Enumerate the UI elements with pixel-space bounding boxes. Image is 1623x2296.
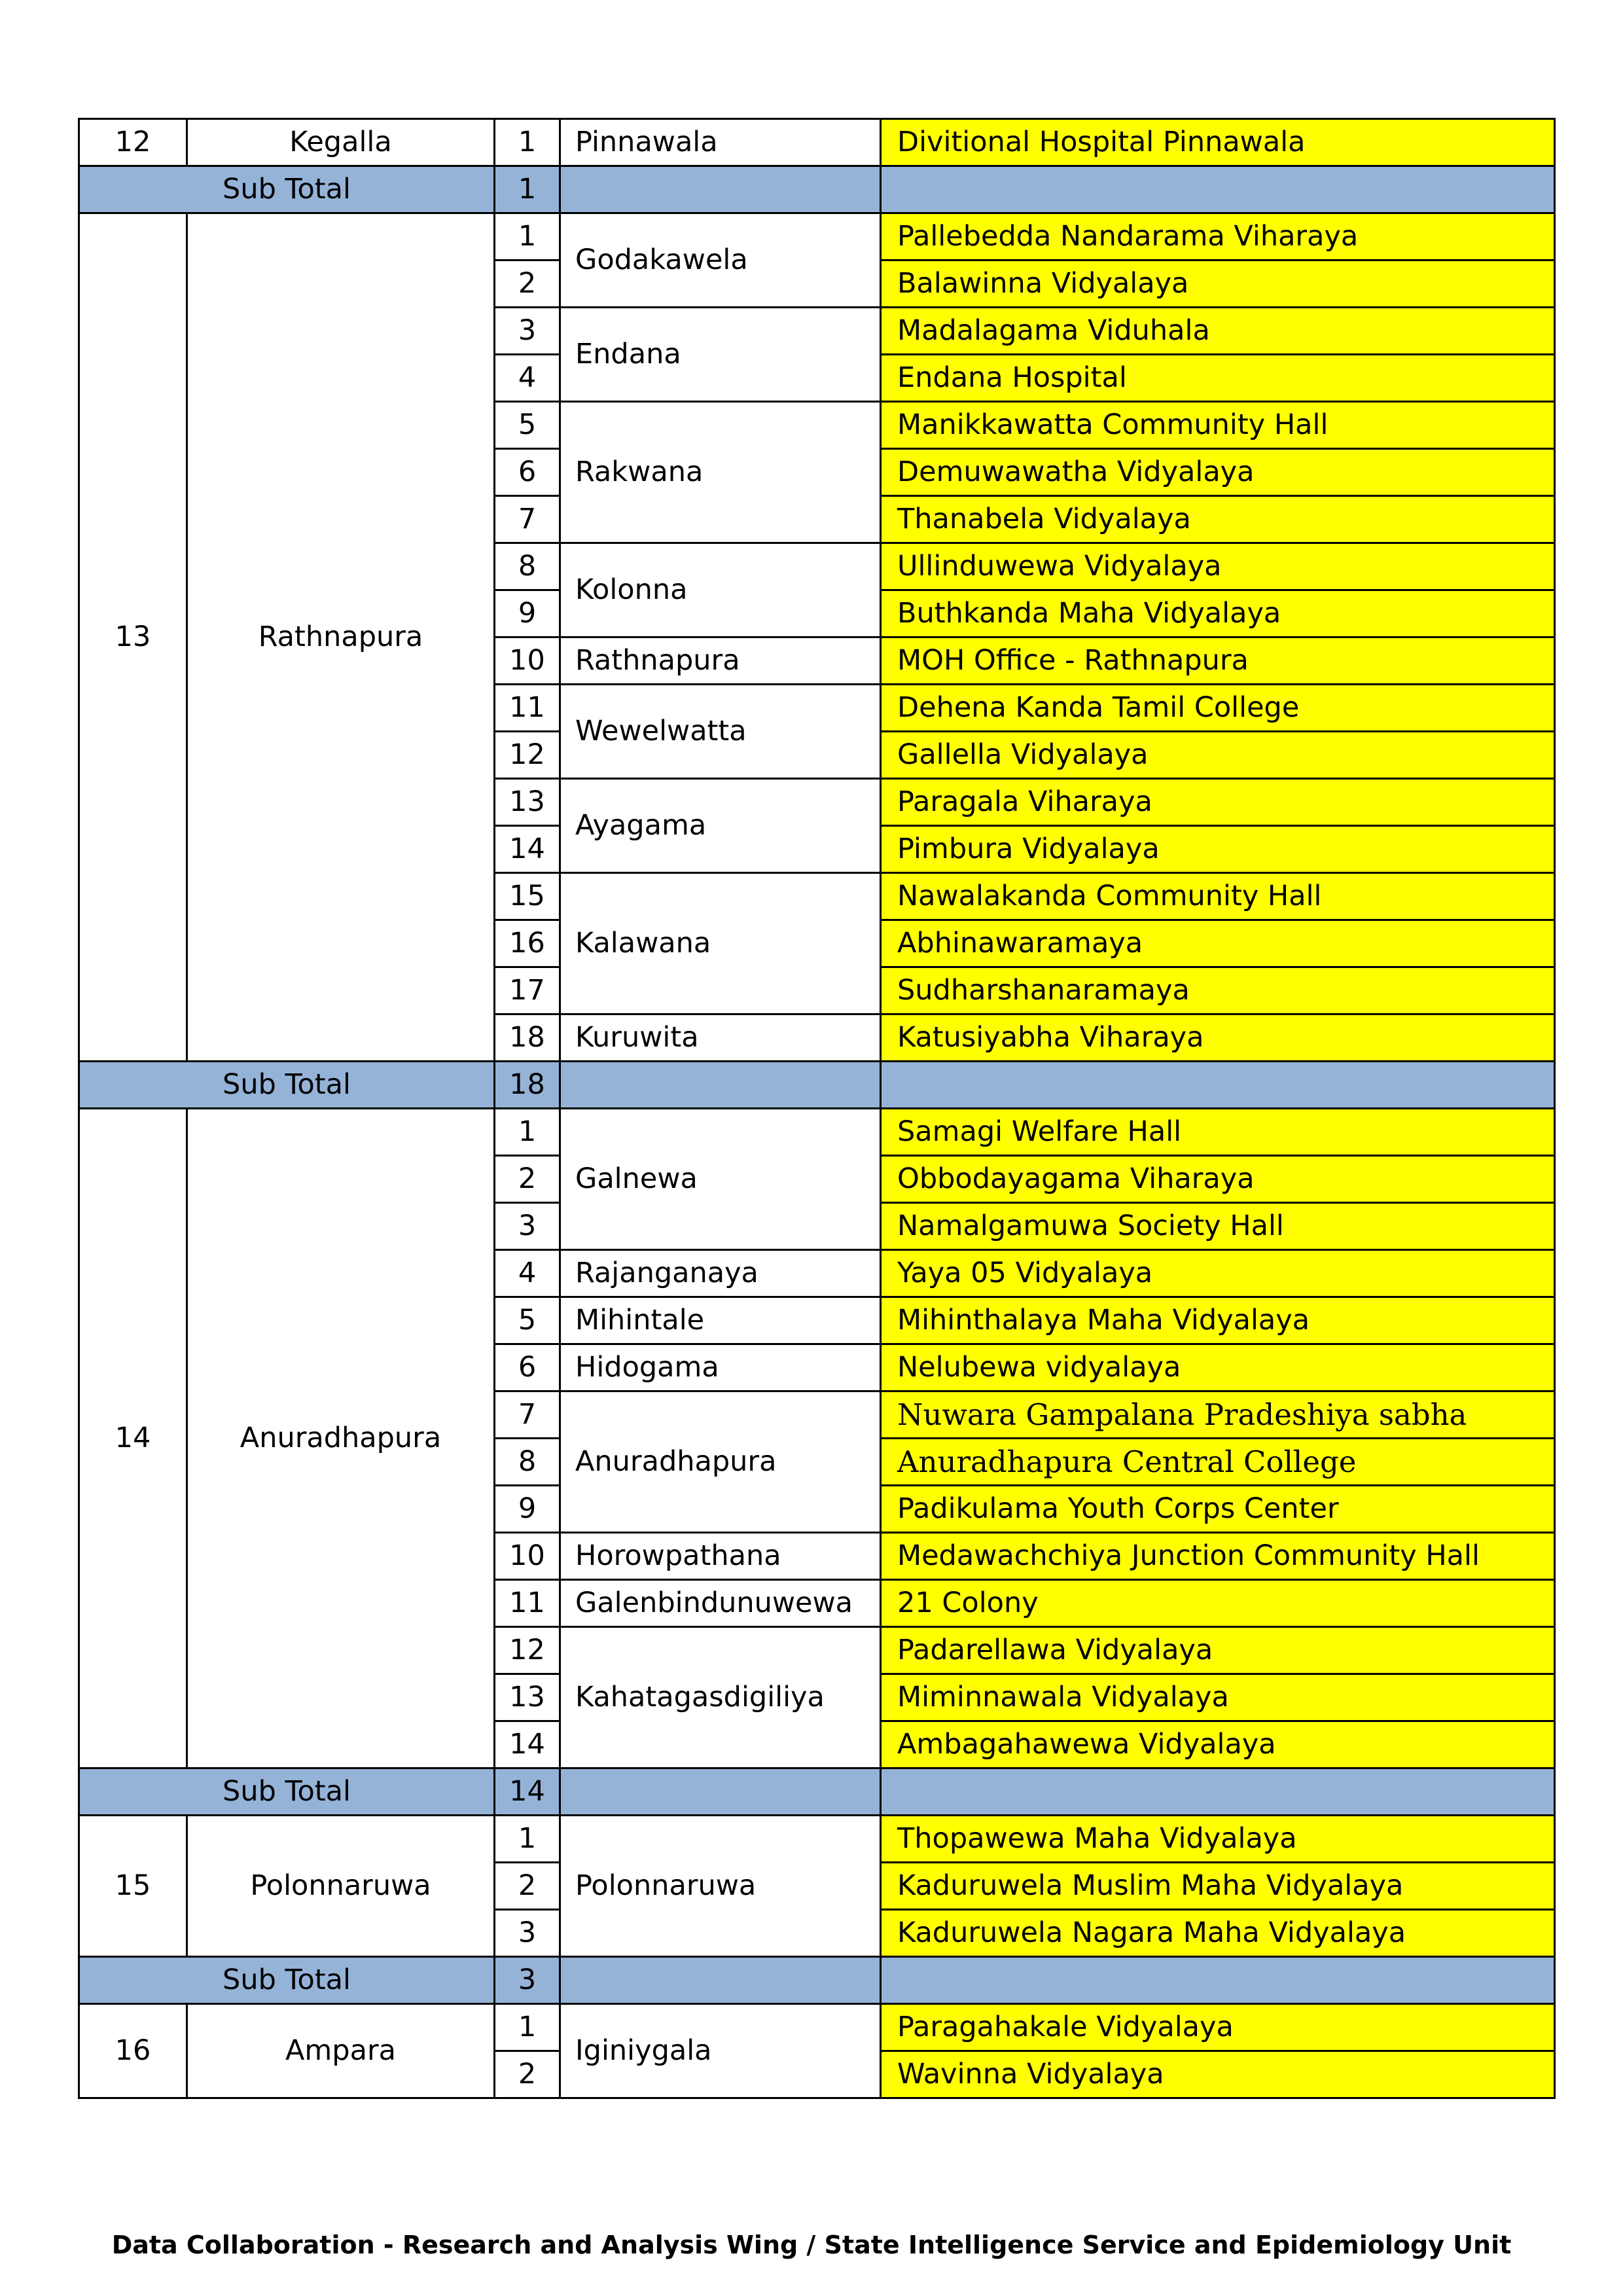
site-number: 3: [495, 308, 560, 355]
moh-area: Hidogama: [560, 1344, 881, 1391]
moh-area: Kalawana: [560, 873, 881, 1014]
vaccination-site: Mihinthalaya Maha Vidyalaya: [881, 1297, 1555, 1344]
subtotal-row: [79, 166, 1555, 213]
vaccination-site: Kaduruwela Muslim Maha Vidyalaya: [881, 1863, 1555, 1910]
site-number: 8: [495, 543, 560, 590]
subtotal-row: [79, 1768, 1555, 1816]
site-number: 9: [495, 1486, 560, 1533]
site-number: 7: [495, 496, 560, 543]
site-number: 13: [495, 1674, 560, 1721]
site-number: 18: [495, 1014, 560, 1062]
site-number: 10: [495, 637, 560, 685]
district-name: Polonnaruwa: [187, 1816, 495, 1957]
site-number: 15: [495, 873, 560, 920]
vaccination-site: Obbodayagama Viharaya: [881, 1156, 1555, 1203]
subtotal-empty-cell: [560, 166, 881, 213]
site-number: 12: [495, 1627, 560, 1674]
vaccination-site: Dehena Kanda Tamil College: [881, 685, 1555, 732]
subtotal-label: Sub Total: [79, 1062, 495, 1109]
subtotal-value: 14: [495, 1768, 560, 1816]
vaccination-site: Ullinduwewa Vidyalaya: [881, 543, 1555, 590]
site-number: 2: [495, 2051, 560, 2098]
vaccination-site: Buthkanda Maha Vidyalaya: [881, 590, 1555, 637]
vaccination-site: Balawinna Vidyalaya: [881, 260, 1555, 308]
subtotal-label: Sub Total: [79, 166, 495, 213]
site-number: 2: [495, 260, 560, 308]
table-row: [79, 119, 1555, 166]
vaccination-site: Nawalakanda Community Hall: [881, 873, 1555, 920]
moh-area: Rajanganaya: [560, 1250, 881, 1297]
site-number: 5: [495, 1297, 560, 1344]
moh-area: Ayagama: [560, 779, 881, 873]
vaccination-centres-table: [78, 118, 1556, 2099]
vaccination-site: Anuradhapura Central College: [881, 1439, 1555, 1486]
vaccination-site: Gallella Vidyalaya: [881, 732, 1555, 779]
site-number: 16: [495, 920, 560, 967]
table-row: [79, 1109, 1555, 1156]
table-row: [79, 1816, 1555, 1863]
vaccination-site: Thopawewa Maha Vidyalaya: [881, 1816, 1555, 1863]
vaccination-site: Padikulama Youth Corps Center: [881, 1486, 1555, 1533]
moh-area: Rakwana: [560, 402, 881, 543]
site-number: 4: [495, 1250, 560, 1297]
site-number: 1: [495, 2004, 560, 2051]
moh-area: Rathnapura: [560, 637, 881, 685]
site-number: 1: [495, 1816, 560, 1863]
subtotal-empty-cell: [881, 166, 1555, 213]
vaccination-site: Nelubewa vidyalaya: [881, 1344, 1555, 1391]
vaccination-site: MOH Office - Rathnapura: [881, 637, 1555, 685]
vaccination-site: 21 Colony: [881, 1580, 1555, 1627]
vaccination-site: Padarellawa Vidyalaya: [881, 1627, 1555, 1674]
moh-area: Kuruwita: [560, 1014, 881, 1062]
moh-area: Pinnawala: [560, 119, 881, 166]
vaccination-site: Sudharshanaramaya: [881, 967, 1555, 1014]
site-number: 10: [495, 1533, 560, 1580]
vaccination-site: Abhinawaramaya: [881, 920, 1555, 967]
site-number: 13: [495, 779, 560, 826]
subtotal-row: [79, 1062, 1555, 1109]
district-name: Anuradhapura: [187, 1109, 495, 1768]
vaccination-site: Nuwara Gampalana Pradeshiya sabha: [881, 1391, 1555, 1439]
subtotal-value: 1: [495, 166, 560, 213]
vaccination-site: Namalgamuwa Society Hall: [881, 1203, 1555, 1250]
moh-area: Polonnaruwa: [560, 1816, 881, 1957]
site-number: 1: [495, 213, 560, 260]
vaccination-site: Paragahakale Vidyalaya: [881, 2004, 1555, 2051]
vaccination-site: Thanabela Vidyalaya: [881, 496, 1555, 543]
moh-area: Endana: [560, 308, 881, 402]
site-number: 12: [495, 732, 560, 779]
moh-area: Kolonna: [560, 543, 881, 637]
vaccination-site: Pimbura Vidyalaya: [881, 826, 1555, 873]
moh-area: Galnewa: [560, 1109, 881, 1250]
subtotal-row: [79, 1957, 1555, 2004]
vaccination-site: Demuwawatha Vidyalaya: [881, 449, 1555, 496]
district-number: 14: [79, 1109, 187, 1768]
vaccination-site: Kaduruwela Nagara Maha Vidyalaya: [881, 1910, 1555, 1957]
moh-area: Kahatagasdigiliya: [560, 1627, 881, 1768]
vaccination-site: Manikkawatta Community Hall: [881, 402, 1555, 449]
site-number: 3: [495, 1203, 560, 1250]
vaccination-site: Yaya 05 Vidyalaya: [881, 1250, 1555, 1297]
vaccination-site: Endana Hospital: [881, 355, 1555, 402]
vaccination-site: Divitional Hospital Pinnawala: [881, 119, 1555, 166]
vaccination-site: Paragala Viharaya: [881, 779, 1555, 826]
site-number: 11: [495, 1580, 560, 1627]
subtotal-value: 3: [495, 1957, 560, 2004]
vaccination-site: Medawachchiya Junction Community Hall: [881, 1533, 1555, 1580]
footer-credit: Data Collaboration - Research and Analysis Wing / State Intelligence Service and Epidemiology Unit: [111, 2231, 1512, 2259]
subtotal-empty-cell: [881, 1062, 1555, 1109]
vaccination-site: Pallebedda Nandarama Viharaya: [881, 213, 1555, 260]
district-number: 13: [79, 213, 187, 1062]
table-row: [79, 2004, 1555, 2051]
district-number: 15: [79, 1816, 187, 1957]
site-number: 2: [495, 1863, 560, 1910]
vaccination-site: Katusiyabha Viharaya: [881, 1014, 1555, 1062]
district-name: Rathnapura: [187, 213, 495, 1062]
site-number: 8: [495, 1439, 560, 1486]
site-number: 14: [495, 826, 560, 873]
subtotal-empty-cell: [560, 1062, 881, 1109]
subtotal-empty-cell: [881, 1957, 1555, 2004]
district-number: 12: [79, 119, 187, 166]
district-number: 16: [79, 2004, 187, 2098]
moh-area: Mihintale: [560, 1297, 881, 1344]
district-name: Ampara: [187, 2004, 495, 2098]
site-number: 3: [495, 1910, 560, 1957]
moh-area: Wewelwatta: [560, 685, 881, 779]
vaccination-site: Madalagama Viduhala: [881, 308, 1555, 355]
moh-area: Horowpathana: [560, 1533, 881, 1580]
site-number: 1: [495, 1109, 560, 1156]
moh-area: Anuradhapura: [560, 1391, 881, 1533]
subtotal-label: Sub Total: [79, 1957, 495, 2004]
site-number: 14: [495, 1721, 560, 1768]
vaccination-site: Samagi Welfare Hall: [881, 1109, 1555, 1156]
subtotal-empty-cell: [560, 1768, 881, 1816]
subtotal-value: 18: [495, 1062, 560, 1109]
subtotal-label: Sub Total: [79, 1768, 495, 1816]
vaccination-site: Wavinna Vidyalaya: [881, 2051, 1555, 2098]
district-name: Kegalla: [187, 119, 495, 166]
vaccination-site: Miminnawala Vidyalaya: [881, 1674, 1555, 1721]
site-number: 5: [495, 402, 560, 449]
site-number: 11: [495, 685, 560, 732]
moh-area: Galenbindunuwewa: [560, 1580, 881, 1627]
site-number: 9: [495, 590, 560, 637]
site-number: 2: [495, 1156, 560, 1203]
site-number: 4: [495, 355, 560, 402]
site-number: 17: [495, 967, 560, 1014]
table-row: [79, 213, 1555, 260]
subtotal-empty-cell: [881, 1768, 1555, 1816]
moh-area: Iginiygala: [560, 2004, 881, 2098]
site-number: 7: [495, 1391, 560, 1439]
vaccination-site: Ambagahawewa Vidyalaya: [881, 1721, 1555, 1768]
site-number: 6: [495, 1344, 560, 1391]
subtotal-empty-cell: [560, 1957, 881, 2004]
site-number: 1: [495, 119, 560, 166]
site-number: 6: [495, 449, 560, 496]
moh-area: Godakawela: [560, 213, 881, 308]
